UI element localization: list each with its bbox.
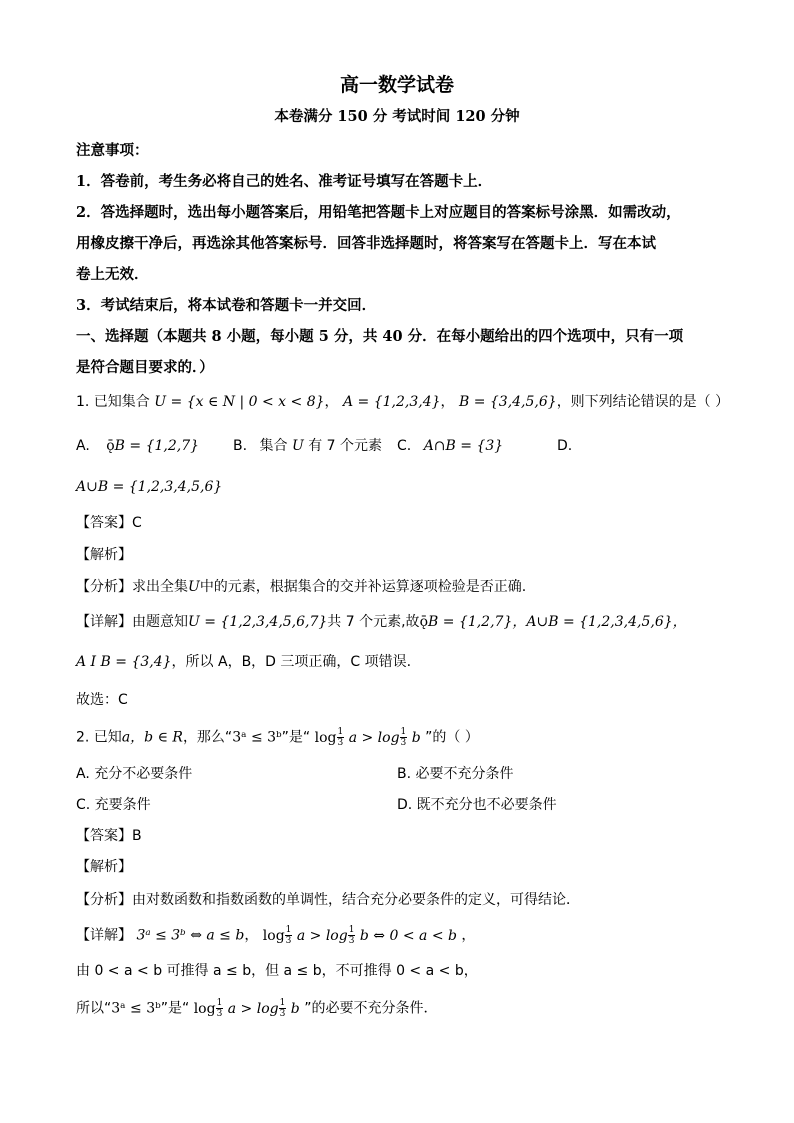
question-1-option-d [557,436,572,456]
question-2-stem [76,727,479,748]
question-2-detail-line-2: 由 0 < a < b 可推得 a ≤ b，但 a ≤ b，不可推得 0 < a < b， [76,963,478,979]
log-comparison: a > log [296,927,348,944]
log-base-fraction-2 [400,727,408,748]
detail3-condition: 3ᵃ ≤ 3ᵇ [111,1000,161,1017]
option-a-label: A. [76,438,90,454]
base-denominator: 3 [400,738,407,748]
fenxi-text: 由对数函数和指数函数的单调性，结合充分必要条件的定义，可得结论． [132,892,580,908]
option-b-text-pre: 集合 [259,438,288,454]
base-numerator: 1 [348,925,355,935]
detail-line-2-text: ，所以 A，B，D 三项正确，C 项错误. [171,654,412,670]
base-denominator: 3 [285,936,292,946]
notes-item-2-line-1: 2．答选择题时，选出每小题答案后，用铅笔把答题卡上对应题目的答案标号涂黑．如需改动， [76,204,681,221]
question-1-stem: 1. 已知集合 U = {x ∈ N | 0 < x < 8}， A = {1,2,3,4}， B = {3,4,5,6}，则下列结论错误的是（ ） [76,394,730,410]
question-2-option-b: B. 必要不充分条件 [397,766,514,782]
page-subtitle: 本卷满分 150 分 考试时间 120 分钟 [274,108,520,125]
question-1-conclusion: 故选：C [76,692,128,708]
option-d-label: D. [557,438,573,454]
q2-prefix: 2. 已知 [76,729,122,746]
q2-is: ”是“ [281,729,311,746]
log-comparison: a > log [348,729,400,746]
question-2-fenxi [76,890,580,910]
option-b-var: U [291,438,304,454]
question-1-suffix: ，则下列结论错误的是（ ） [556,394,730,410]
log-b: b [411,729,421,746]
option-c-label: C. [397,438,412,454]
detail-complement-symbol: ǭ [419,614,428,630]
base-denominator: 3 [216,1009,223,1019]
page-title: 高一数学试卷 [339,74,454,96]
detail-exp-equivalence: 3ᵃ ≤ 3ᵇ ⇔ a ≤ b [136,927,245,944]
base-numerator: 1 [279,998,286,1008]
log-base-fraction [337,727,345,748]
question-1-option-b [233,436,382,456]
q2-log-expression [314,727,426,748]
log-b: b [290,1000,300,1017]
answer-tag: 【答案】 [76,515,132,531]
log-result: b ⇔ 0 < a < b [359,927,457,944]
fenxi-tag: 【分析】 [76,579,132,595]
option-b-label: B. [233,438,248,454]
log-base-fraction [216,998,224,1019]
detail3-post: ”的必要不充分条件． [304,1000,438,1017]
detail-complement-b: B = {1,2,7} [428,614,513,630]
question-2-detail-line-3 [76,998,437,1019]
fenxi-tag: 【分析】 [76,892,132,908]
question-1-set-b: B = {3,4,5,6} [458,394,557,410]
detail3-log-expression [193,998,305,1019]
base-numerator: 1 [216,998,223,1008]
q2-mid: ，那么“ [182,729,233,746]
base-denominator: 3 [337,738,344,748]
question-1-detail-line-1 [76,612,687,632]
question-2-detail-line-1: 【详解】 3ᵃ ≤ 3ᵇ ⇔ a ≤ b， log $\frac{1}{3}$ a > log $\frac{1}{3}$ b ⇔ 0 < a < b ， [76,925,476,946]
option-d-math: A∪B = {1,2,3,4,5,6} [76,479,223,495]
question-1-detail-line-2 [76,652,411,672]
question-1-option-d-math [76,477,222,497]
notes-item-2-line-2: 用橡皮擦干净后，再选涂其他答案标号．回答非选择题时，将答案写在答题卡上．写在本试 [76,235,656,252]
notes-heading: 注意事项： [76,142,149,159]
notes-item-1: 1．答卷前，考生务必将自己的姓名、准考证号填写在答题卡上． [76,173,493,190]
section-1-line-1: 一、选择题（本题共 8 小题，每小题 5 分，共 40 分．在每小题给出的四个选项中，只有一项 [76,328,684,345]
base-denominator: 3 [348,936,355,946]
detail-tag: 【详解】 [76,614,132,630]
log-comparison: a > log [227,1000,279,1017]
base-numerator: 1 [337,727,344,737]
log-base-fraction-2 [279,998,287,1019]
log-base-fraction [285,925,293,946]
question-1-set-a: A = {1,2,3,4} [342,394,441,410]
detail-union: ，A∪B = {1,2,3,4,5,6}， [512,614,687,630]
q2-suffix: ”的（ ） [425,729,479,746]
base-numerator: 1 [285,925,292,935]
q2-vars: a，b ∈ R [121,729,183,746]
question-1-fenxi [76,577,526,597]
fenxi-pre: 求出全集 [132,579,188,595]
answer-value: C [132,515,142,531]
answer-value: B [132,828,142,844]
answer-tag: 【答案】 [76,828,132,844]
log-label: log [314,729,337,746]
detail3-is: ”是“ [160,1000,190,1017]
complement-symbol: ǭ [106,438,115,454]
fenxi-post: 中的元素，根据集合的交并补运算逐项检验是否正确. [199,579,527,595]
notes-item-2-line-3: 卷上无效． [76,266,149,283]
log-base-fraction-2 [348,925,356,946]
question-1-analysis-tag: 【解析】 [76,547,132,563]
log-label: log [262,927,285,944]
detail-set-u: U = {1,2,3,4,5,6,7} [188,614,328,630]
detail-tag: 【详解】 [76,927,132,944]
question-1-option-c [397,436,503,456]
option-a-math: B = {1,2,7} [114,438,200,454]
question-2-option-a: A. 充分不必要条件 [76,766,193,782]
question-1-answer [76,513,142,533]
detail-mid: 共 7 个元素,故 [327,614,420,630]
question-1-prefix: 1. 已知集合 [76,394,150,410]
fenxi-var: U [188,579,200,595]
question-2-option-d: D. 既不充分也不必要条件 [397,797,557,813]
question-2-answer [76,826,142,846]
option-c-math: A∩B = {3} [423,438,504,454]
question-2-analysis-tag: 【解析】 [76,859,132,875]
notes-item-3: 3．考试结束后，将本试卷和答题卡一并交回． [76,297,377,314]
question-1-option-a [76,436,199,456]
detail-pre: 由题意知 [132,614,188,630]
log-label: log [193,1000,216,1017]
base-numerator: 1 [400,727,407,737]
base-denominator: 3 [279,1009,286,1019]
question-1-set-u: U = {x ∈ N | 0 < x < 8} [154,394,325,410]
section-1-line-2: 是符合题目要求的．） [76,359,214,376]
option-b-text-post: 有 7 个元素 [308,438,383,454]
question-2-option-c: C. 充要条件 [76,797,151,813]
detail-intersection: A I B = {3,4} [76,654,172,670]
detail3-pre: 所以“ [76,1000,112,1017]
q2-condition-1: 3ᵃ ≤ 3ᵇ [232,729,282,746]
